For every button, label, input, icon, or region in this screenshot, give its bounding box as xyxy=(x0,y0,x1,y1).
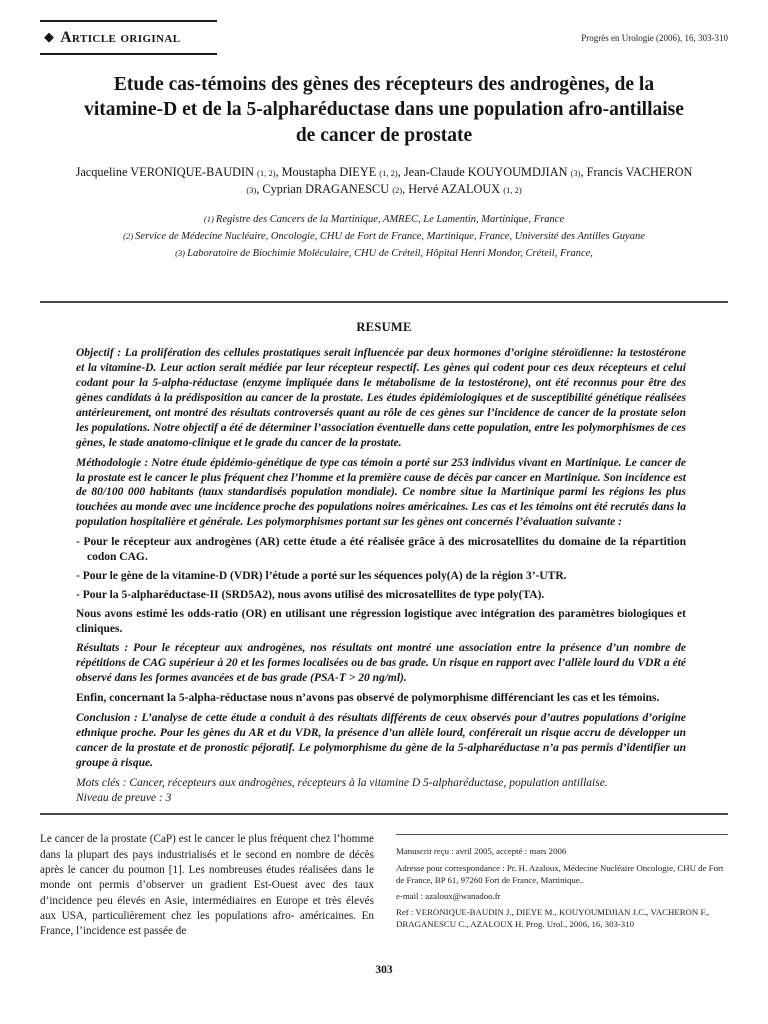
author-affiliation-ref: (1, 2) xyxy=(379,168,398,179)
authors-line: Jacqueline VERONIQUE-BAUDIN (1, 2), Moustapha DIEYE (1, 2), Jean-Claude KOUYOUMDJIAN (3), Francis VACHERON (3), Cyprian DRAGANESCU (2), Hervé AZALOUX (1, 2) xyxy=(75,165,693,197)
abstract-paragraph: Niveau de preuve : 3 xyxy=(76,792,172,805)
author-affiliation-ref: (1, 2) xyxy=(257,168,276,179)
affiliations-block xyxy=(40,211,728,262)
abstract-paragraph: - Pour le récepteur aux androgènes (AR) cette étude a été réalisée grâce à des microsatellites du domaine de la répartition codon CAG. xyxy=(76,536,686,564)
resume-heading: RESUME xyxy=(356,320,412,335)
author-name: Cyprian DRAGANESCU (2) xyxy=(262,182,403,197)
author-name: Jacqueline VERONIQUE-BAUDIN (1, 2) xyxy=(75,165,276,180)
correspondence-address: Adresse pour correspondance : Pr. H. Azaloux, Médecine Nucléaire Oncologie, CHU de Fort de France, BP 61, 97260 Fort de France, Martinique.. xyxy=(396,862,724,885)
article-title: Etude cas-témoins des gènes des récepteurs des androgènes, de la vitamine-D et de la 5-alpharéductase dans une population afro-antillaise de cancer de prostate xyxy=(84,74,684,146)
author-name: Francis VACHERON (3) xyxy=(246,165,693,196)
introduction-column xyxy=(40,832,374,939)
author-name: Jean-Claude KOUYOUMDJIAN (3) xyxy=(403,165,581,180)
author-affiliation-ref: (1, 2) xyxy=(503,185,522,196)
divider-above-abstract xyxy=(40,301,728,303)
abstract-paragraph: Objectif : La prolifération des cellules prostatiques serait influencée par deux hormones d’origine stéroïdienne: la testostérone et la vitamine-D. Leur action serait médiée par leur récepteur respectif. Les gènes qui codent pour ces deux récepteurs et celui codant pour la 5-alpha-réductase (enzyme impliquée dans le métabolisme de la testostérone), ont été reconnus pour être des gènes candidats à la prédisposition au cancer de la prostate. Les études épidémiologiques et de susceptibilité génétique réalisées antérieurement, ont montré des résultats controversés quant au rôle de ces gènes sur l’incidence de cancer de la prostate selon les populations. Notre objectif a été de déterminer l’association éventuelle dans cette population, entre les polymorphismes de ces gènes, le stade anatomo-clinique et le grade du cancer de la prostate. xyxy=(76,347,686,449)
article-type-label: Article original xyxy=(60,29,181,46)
affiliation-number: (1) xyxy=(203,214,216,225)
affiliation-number: (3) xyxy=(175,248,188,259)
diamond-icon: ◆ xyxy=(44,29,55,44)
abstract-paragraph-lead: Méthodologie xyxy=(76,456,142,469)
abstract-paragraph: Enfin, concernant la 5-alpha-réductase nous n’avons pas observé de polymorphisme différenciant les cas et les témoins. xyxy=(76,692,660,705)
reference-citation: Ref : VERONIQUE-BAUDIN J., DIEYE M., KOUYOUMDJIAN J.C., VACHERON F., DRAGANESCU C., AZALOUX H. Prog. Urol., 2006, 16, 303-310 xyxy=(396,907,710,930)
divider-below-abstract xyxy=(40,813,728,815)
abstract-section xyxy=(40,320,728,806)
correspondence-divider xyxy=(396,834,728,835)
author-affiliation-ref: (3) xyxy=(246,185,257,196)
abstract-body xyxy=(76,346,686,806)
affiliation-line: (2) Service de Médecine Nucléaire, Oncologie, CHU de Fort de France, Martinique, France, Université des Antilles Guyane xyxy=(123,231,645,243)
journal-reference: Progrès en Urologie (2006), 16, 303-310 xyxy=(581,33,728,43)
abstract-paragraph: Nous avons estimé les odds-ratio (OR) en utilisant une régression logistique avec intégration des paramètres biologiques et cliniques. xyxy=(76,607,686,635)
abstract-paragraph-lead: Conclusion xyxy=(76,712,131,725)
affiliation-line: (3) Laboratoire de Biochimie Moléculaire, CHU de Créteil, Hôpital Henri Mondor, Créteil, France, xyxy=(175,248,593,260)
abstract-paragraph-lead: Objectif xyxy=(76,347,114,360)
author-name: Hervé AZALOUX (1, 2) xyxy=(408,182,522,197)
author-name: Moustapha DIEYE (1, 2) xyxy=(281,165,398,180)
abstract-paragraph-lead: Résultats xyxy=(76,642,120,655)
abstract-paragraph: Mots clés : Cancer, récepteurs aux androgènes, récepteurs à la vitamine D 5-alpharéductase, population antillaise. xyxy=(76,776,608,789)
correspondence-email: e-mail : azaloux@wanadoo.fr xyxy=(396,891,501,901)
author-affiliation-ref: (2) xyxy=(392,185,403,196)
manuscript-dates: Manuscrit reçu : avril 2005, accepté : mars 2006 xyxy=(396,846,567,857)
abstract-paragraph: Résultats : Pour le récepteur aux androgènes, nos résultats ont montré une association entre la présence d’un nombre de répétitions de CAG supérieur à 20 et les formes localisées ou de bas grade. Un risque en rapport avec l’allèle lourd du VDR a été observé dans les formes avancées et de bas grade (PSA-T > 20 ng/ml). xyxy=(76,642,686,685)
abstract-paragraph: - Pour le gène de la vitamine-D (VDR) l’étude a porté sur les séquences poly(A) de la région 3’-UTR. xyxy=(76,569,567,582)
affiliation-line: (1) Registre des Cancers de la Martinique, AMREC, Le Lamentin, Martinique, France xyxy=(203,214,565,226)
abstract-paragraph: - Pour la 5-alpharéductase-II (SRD5A2), nous avons utilisé des microsatellites de type poly(TA). xyxy=(76,588,545,601)
bottom-columns xyxy=(40,832,728,939)
abstract-paragraph: Conclusion : L’analyse de cette étude a conduit à des résultats différents de ceux observés pour d’autres populations d’origine ethnique proche. Pour les gènes du AR et du VDR, la présence d’un allèle lourd, conférerait un risque accru de développer un cancer de la prostate et de pronostic péjoratif. Le polymorphisme du gène de la 5-alpharéductase n’a pas permis d’identifier un groupe à risque. xyxy=(76,712,686,769)
intro-paragraph: Le cancer de la prostate (CaP) est le cancer le plus fréquent chez l’homme dans la plupart des pays industrialisés et le second en nombre de décès après le cancer du poumon [1]. Les nombreuses études réalisées dans le monde ont permis d’observer un gradient Est-Ouest avec des taux d’incidence peu élevés en Asie, intermédiaires en Europe et très élevés aux USA, particulièrement chez les populations afro- américaines. En France, l’incidence est passée de xyxy=(40,833,374,938)
abstract-paragraph: Méthodologie : Notre étude épidémio-génétique de type cas témoin a porté sur 253 individus vivant en Martinique. Le cancer de la prostate est le cancer le plus fréquent chez l’homme et la première cause de décès par cancer en Martinique. Son incidence est de 80/100 000 habitants (taux standardisés population mondiale). Ce nombre situe la Martinique parmi les régions les plus touchées au monde avec une incidence proche des populations noires américaines. Les cas et les témoins ont été recrutés dans la population hospitalière et générale. Les polymorphismes portant sur les gènes ont concernés l’évaluation suivante : xyxy=(76,456,686,529)
article-type-badge xyxy=(40,20,217,55)
author-affiliation-ref: (3) xyxy=(570,168,581,179)
correspondence-column xyxy=(396,832,728,939)
affiliation-number: (2) xyxy=(123,231,136,242)
page-header xyxy=(40,20,728,55)
page-number: 303 xyxy=(375,963,393,976)
